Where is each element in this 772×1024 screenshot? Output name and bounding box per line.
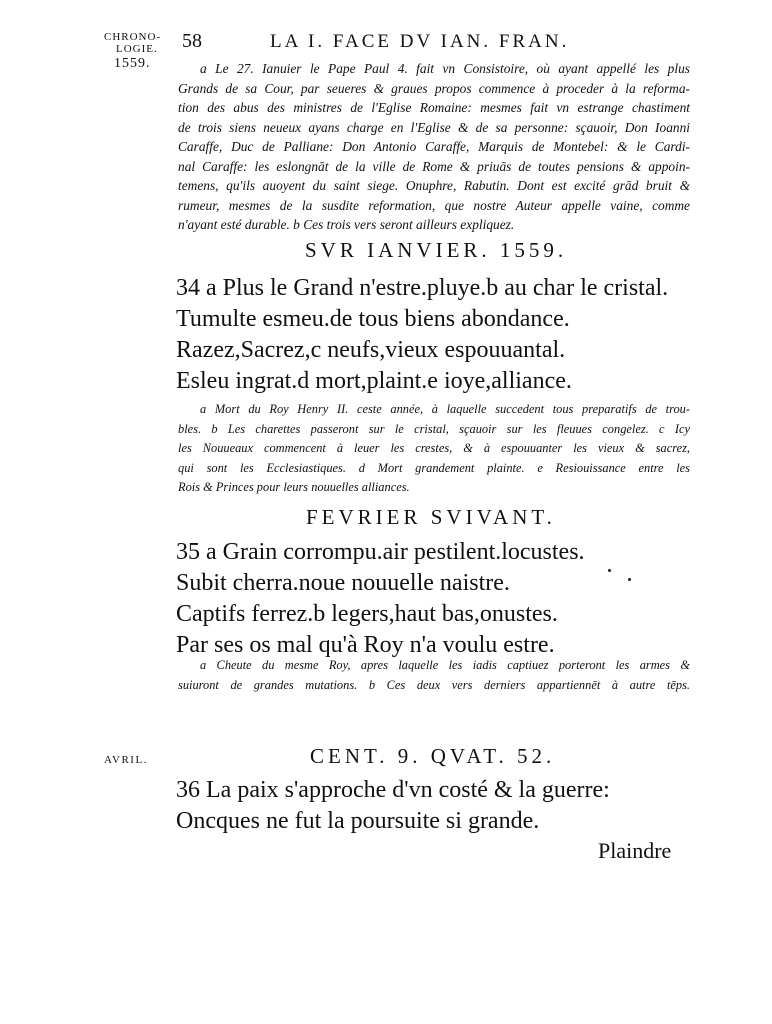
verse-line: Par ses os mal qu'à Roy n'a voulu estre. [176, 632, 555, 658]
commentary-line: n'ayant esté durable. b Ces trois vers seront ailleurs expliquez. [178, 217, 515, 232]
section-heading-fevrier: FEVRIER SVIVANT. [306, 505, 556, 529]
commentary-line: temens, qu'ils auoyent du saint siege. Onuphre, Rabutin. Dont est excité grād bruit & [178, 178, 690, 193]
section-heading-cent-9: CENT. 9. QVAT. 52. [310, 744, 556, 768]
quatrain-34 [176, 273, 668, 397]
margin-label-line-1: CHRONO- [104, 31, 162, 43]
margin-label-line-2: LOGIE. [116, 43, 158, 55]
intro-commentary [178, 59, 690, 235]
verse-line: Captifs ferrez.b legers,haut bas,onustes. [176, 601, 558, 627]
verse-line: 34 a Plus le Grand n'estre.pluye.b au char le cristal. [176, 275, 669, 301]
verse-line: Subit cherra.noue nouuelle naistre. [176, 570, 510, 596]
commentary-line: les Nouueaux commencent à leuer les crestes, & à espouuanter les vieux & sacrez, [178, 441, 690, 455]
commentary-line: a Cheute du mesme Roy, apres laquelle les iadis captiuez porteront les armes & [200, 658, 690, 672]
commentary-line: Grands de sa Cour, par seueres & graues propos commence à proceder à la reforma- [178, 80, 690, 96]
chronology-margin-label [104, 31, 161, 70]
catchword: Plaindre [598, 838, 672, 863]
quatrain-34-commentary [178, 400, 690, 498]
quatrain-35 [176, 537, 585, 661]
commentary-line: Rois & Princes pour leurs nouuelles alliances. [178, 480, 410, 494]
commentary-line: a Mort du Roy Henry II. ceste année, à laquelle succedent tous preparatifs de trou- [200, 402, 690, 416]
verse-line: Razez,Sacrez,c neufs,vieux espouuantal. [176, 337, 566, 363]
quatrain-36 [176, 775, 610, 837]
section-heading-janvier: SVR IANVIER. 1559. [305, 238, 568, 262]
margin-year: 1559. [114, 56, 151, 71]
commentary-line: suiuront de grandes mutations. b Ces deux vers derniers appartiennēt à autre tēps. [178, 677, 690, 692]
commentary-line: qui sont les Ecclesiastiques. d Mort grandement plainte. e Resiouissance entre les [178, 460, 690, 475]
verse-line: 35 a Grain corrompu.air pestilent.locustes. [176, 539, 585, 565]
page-number: 58 [182, 30, 202, 52]
verse-line: 36 La paix s'approche d'vn costé & la guerre: [176, 777, 610, 803]
commentary-line: a Le 27. Ianuier le Pape Paul 4. fait vn Consistoire, où ayant appellé les plus [200, 61, 690, 76]
margin-label-avril: AVRIL. [104, 754, 148, 766]
running-title: LA I. FACE DV IAN. FRAN. [270, 31, 570, 52]
verse-line: Oncques ne fut la poursuite si grande. [176, 808, 540, 834]
verse-line: Tumulte esmeu.de tous biens abondance. [176, 306, 570, 332]
ink-speck [608, 569, 611, 572]
commentary-line: rumeur, mesmes de la susdite reformation, que nostre Auteur appelle vaine, comme [178, 197, 690, 213]
commentary-line: Caraffe, Duc de Palliane: Don Antonio Caraffe, Marquis de Montebel: & le Cardi- [178, 139, 690, 154]
verse-line: Esleu ingrat.d mort,plaint.e ioye,alliance. [176, 368, 572, 394]
ink-speck [628, 578, 631, 581]
quatrain-35-commentary [178, 656, 690, 695]
commentary-line: bles. b Les charettes passeront sur le cristal, sçauoir sur les fleuues congelez. c Icy [178, 421, 690, 436]
commentary-line: tion des abus des ministres de l'Eglise Romaine: mesmes fait vn estrange chastiment [178, 100, 690, 115]
commentary-line: de trois siens neueux ayans charge en l'Eglise & de sa personne: sçauoir, Don Ioanni [178, 119, 690, 135]
commentary-line: nal Caraffe: les eslongnāt de la ville de Rome & priuās de toutes pensions & appoin- [178, 158, 690, 174]
